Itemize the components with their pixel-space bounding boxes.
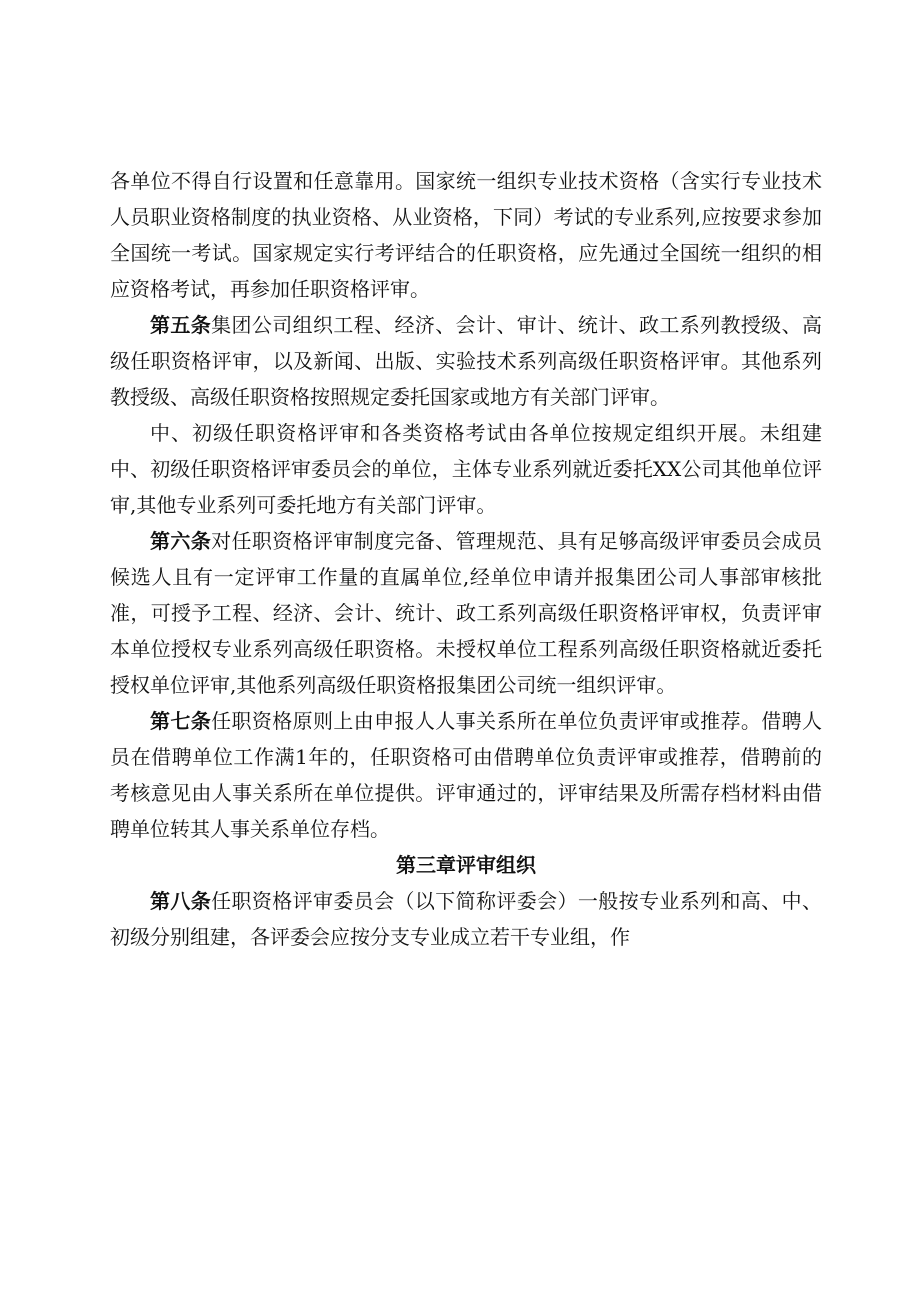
article-5	[110, 307, 822, 415]
article-7-label: 第七条	[150, 709, 212, 733]
paragraph-text: 中、初级任职资格评审和各类资格考试由各单位按规定组织开展。未组建中、初级任职资格评审委员会的单位，主体专业系列就近委托XX公司其他单位评审,其他专业系列可委托地方有关部门评审。	[110, 421, 822, 517]
paragraph-mid-junior	[110, 415, 822, 523]
article-8-label: 第八条	[150, 889, 212, 913]
article-8-text: 任职资格评审委员会（以下简称评委会）一般按专业系列和高、中、初级分别组建，各评委会应按分支专业成立若干专业组，作	[110, 889, 822, 949]
article-6-label: 第六条	[150, 529, 212, 553]
article-8	[110, 883, 822, 955]
article-5-text: 集团公司组织工程、经济、会计、审计、统计、政工系列教授级、高级任职资格评审，以及新闻、出版、实验技术系列高级任职资格评审。其他系列教授级、高级任职资格按照规定委托国家或地方有关部门评审。	[110, 313, 822, 409]
article-7	[110, 703, 822, 847]
article-6-text: 对任职资格评审制度完备、管理规范、具有足够高级评审委员会成员候选人且有一定评审工作量的直属单位,经单位申请并报集团公司人事部审核批准，可授予工程、经济、会计、统计、政工系列高级任职资格评审权，负责评审本单位授权专业系列高级任职资格。未授权单位工程系列高级任职资格就近委托授权单位评审,其他系列高级任职资格报集团公司统一组织评审。	[110, 529, 822, 697]
chapter-3-heading: 第三章评审组织	[396, 853, 536, 877]
paragraph-text: 各单位不得自行设置和任意靠用。国家统一组织专业技术资格（含实行专业技术人员职业资格制度的执业资格、从业资格，下同）考试的专业系列,应按要求参加全国统一考试。国家规定实行考评结合的任职资格，应先通过全国统一组织的相应资格考试，再参加任职资格评审。	[110, 169, 822, 301]
paragraph-continued	[110, 163, 822, 307]
article-5-label: 第五条	[150, 313, 212, 337]
article-7-text: 任职资格原则上由申报人人事关系所在单位负责评审或推荐。借聘人员在借聘单位工作满1年的，任职资格可由借聘单位负责评审或推荐，借聘前的考核意见由人事关系所在单位提供。评审通过的，评审结果及所需存档材料由借聘单位转其人事关系单位存档。	[110, 709, 822, 841]
document-body	[110, 163, 822, 955]
article-6	[110, 523, 822, 703]
